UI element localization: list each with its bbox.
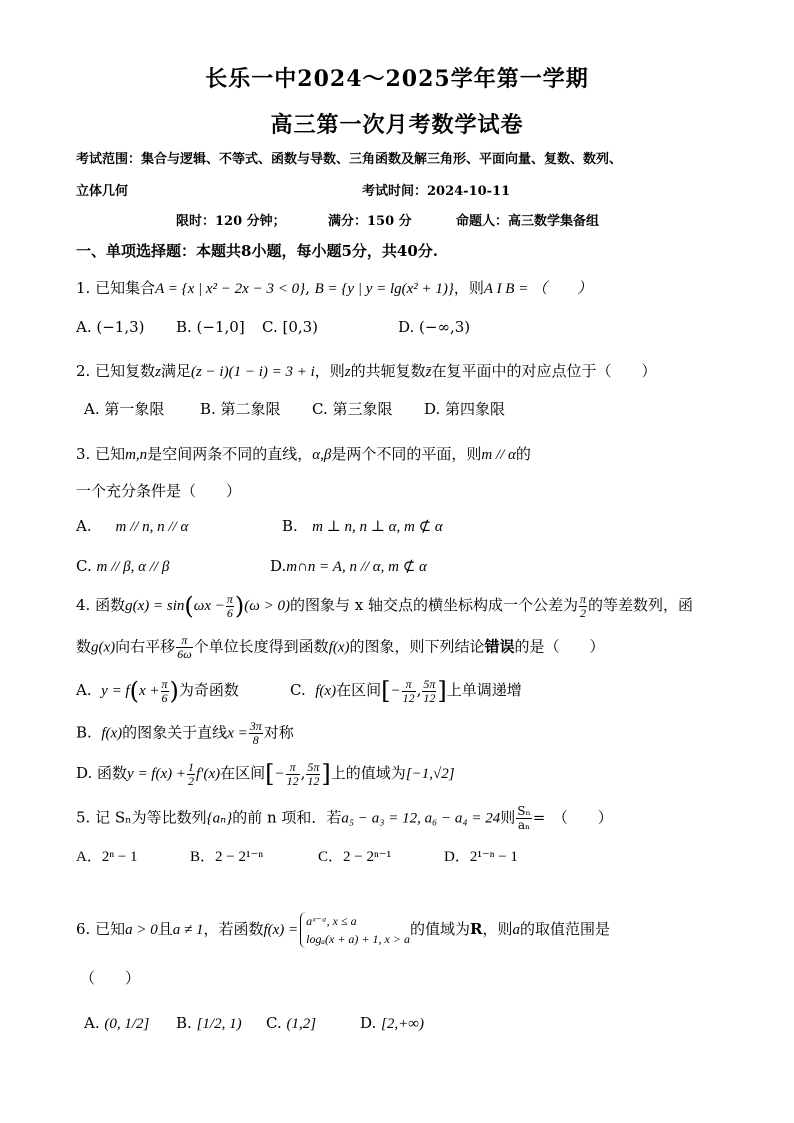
q5-text-d: = （ ） bbox=[532, 808, 613, 827]
q4-opt-d-frac2-num: 5π bbox=[307, 759, 320, 774]
q1-text-b: ，则 bbox=[453, 279, 484, 297]
exam-title-school: 长乐一中2024～2025学年第一学期 bbox=[205, 66, 589, 92]
q4-opt-a-frac-den: 6 bbox=[161, 690, 168, 705]
q4-opt-a-arg: x + bbox=[138, 683, 160, 699]
q4-frac-pi-2 bbox=[579, 593, 587, 620]
q6-opt-a-math: (0, 1/2] bbox=[104, 1016, 150, 1032]
section-heading-single-choice: 一、单项选择题：本题共8小题，每小题5分，共40分. bbox=[76, 242, 438, 260]
q5-seq: {aₙ} bbox=[206, 810, 233, 827]
q6-text-b: 且 bbox=[157, 920, 173, 938]
q6-opt-d-label: D. bbox=[360, 1014, 377, 1032]
q4-opt-c-frac1-num: π bbox=[402, 678, 416, 692]
exam-scope-line1: 考试范围：集合与逻辑、不等式、函数与导数、三角函数及解三角形、平面向量、复数、数列、 bbox=[76, 152, 623, 167]
q4-frac2-den: 2 bbox=[579, 605, 586, 620]
q4-option-c: C. f(x)在区间[− $\frac{\pi}{12}$ , $\frac{5\pi}{12}$ ]上单调递增 bbox=[290, 676, 522, 705]
q4-option-a bbox=[76, 677, 239, 705]
q4-opt-b-b: 对称 bbox=[263, 723, 294, 742]
q2-text-e: 在复平面中的对应点位于（ ） bbox=[431, 362, 657, 380]
q4-opt-b-frac-den: 8 bbox=[252, 733, 259, 747]
q4-opt-b-frac-num: 3π bbox=[249, 719, 262, 733]
q6-opt-a-label: A. bbox=[84, 1014, 100, 1032]
q4-line2-e: 的是（ ） bbox=[514, 637, 605, 656]
q2-option-d: D. 第四象限 bbox=[424, 400, 506, 418]
q5-text-c: 则 bbox=[500, 808, 516, 827]
q4-wrong-emphasis: 错误 bbox=[484, 637, 515, 656]
q3-relation: m // α bbox=[481, 447, 516, 463]
q6-text-a: 6. 已知 bbox=[76, 920, 126, 938]
q4-opt-d-frac-half bbox=[187, 761, 195, 788]
q4-opt-d-math: y = f(x) + bbox=[127, 766, 186, 782]
q2-option-a: A. 第一象限 bbox=[84, 400, 165, 418]
q4-opt-d-a: 在区间 bbox=[220, 764, 266, 782]
q4-opt-d-math2: f′(x) bbox=[196, 766, 221, 782]
q3-text-d: 的 bbox=[515, 445, 531, 463]
q1-expr: A I B = （ ） bbox=[483, 281, 593, 297]
q4-opt-a-paren-close: ) bbox=[169, 677, 179, 705]
q3-option-b bbox=[282, 517, 443, 536]
q3-option-d-label: D. bbox=[270, 557, 287, 575]
exam-date: 考试时间：2024-10-11 bbox=[362, 184, 511, 199]
q2-text-c: ，则 bbox=[314, 362, 345, 380]
q4-opt-d-bracket-open: [ bbox=[265, 760, 275, 788]
q3-mn: m,n bbox=[125, 447, 148, 463]
q2-zbar: z̄ bbox=[425, 364, 432, 380]
q1-set-a: A = {x | x² − 2x − 3 < 0} bbox=[155, 281, 306, 297]
q4-func-lhs: g(x) = sin bbox=[125, 598, 185, 614]
exam-scope-line2: 立体几何 bbox=[76, 184, 129, 199]
q6-cond2: a ≠ 1 bbox=[172, 922, 204, 938]
q3-option-d bbox=[270, 557, 427, 576]
q4-paren-close: ) bbox=[234, 592, 245, 620]
q4-opt-d-frac1-den: 12 bbox=[286, 773, 299, 788]
exam-title-subject: 高三第一次月考数学试卷 bbox=[270, 112, 524, 138]
q1-set-b: B = {y | y = lg(x² + 1)} bbox=[314, 281, 454, 297]
q3-text-a: 3. 已知 bbox=[76, 445, 126, 463]
question-6-stem bbox=[76, 912, 610, 948]
q4-opt-c-frac2 bbox=[422, 678, 436, 705]
q4-opt-d-range: [−1,√2] bbox=[405, 766, 455, 782]
q6-option-c bbox=[266, 1014, 316, 1033]
q4-opt-a-label: A. bbox=[76, 681, 92, 699]
q4-text-b: 的图象与 x 轴交点的横坐标构成一个公差为 bbox=[289, 596, 578, 614]
q5-frac-num: Sₙ bbox=[517, 804, 531, 818]
q4-opt-c-bracket-close: ] bbox=[437, 677, 447, 705]
question-4-stem-line2 bbox=[76, 634, 605, 661]
q5-option-a: A．2ⁿ − 1 bbox=[76, 849, 138, 865]
q6-case2: logₐ(x + a) + 1, x > a bbox=[306, 932, 410, 946]
q4-opt-c-fx: f(x) bbox=[315, 683, 337, 699]
q6-case1: aˣ⁻ᵃ, x ≤ a bbox=[306, 914, 357, 928]
q5-eqs: a₅ − a₃ = 12, a₆ − a₄ = 24 bbox=[341, 810, 501, 827]
q4-opt-b-label: B. bbox=[76, 723, 92, 742]
q2-option-b: B. 第二象限 bbox=[200, 400, 281, 418]
q4-opt-d-bracket-close: ] bbox=[321, 760, 331, 788]
q4-frac-den: 6 bbox=[226, 605, 233, 620]
q6-text-f: 的取值范围是 bbox=[519, 920, 610, 938]
q4-opt-d-label: D. 函数 bbox=[76, 764, 128, 782]
q4-fx: f(x) bbox=[328, 639, 350, 656]
q4-opt-a-frac bbox=[161, 678, 169, 705]
q4-frac3-den: 6ω bbox=[177, 647, 192, 661]
question-2-stem bbox=[76, 360, 657, 381]
q4-frac3-num: π bbox=[176, 634, 192, 648]
q4-option-d: D. 函数y = f(x) + $\frac{1}{2}$ f′(x)在区间[− $\frac{\pi}{12}$ , $\frac{5\pi}{12}$ ]上的值域为[−1,√2] bbox=[76, 759, 455, 788]
q6-opt-c-math: (1,2] bbox=[286, 1016, 317, 1032]
q3-text-c: 是两个不同的平面，则 bbox=[331, 445, 482, 463]
q3-option-b-math: m ⊥ n, n ⊥ α, m ⊄ α bbox=[312, 519, 443, 535]
q2-text-b: 满足 bbox=[160, 362, 191, 380]
q4-opt-c-frac2-den: 12 bbox=[423, 690, 436, 705]
q1-text-a: 1. 已知集合 bbox=[76, 279, 156, 297]
q4-text-a: 4. 函数 bbox=[76, 596, 126, 614]
q4-opt-d-frac2 bbox=[306, 761, 320, 788]
q6-text-e: ，则 bbox=[482, 920, 513, 938]
q4-opt-d-b: 上的值域为 bbox=[330, 764, 406, 782]
q1-option-b: B. (−1,0] bbox=[176, 318, 245, 336]
q4-opt-c-minus: − bbox=[390, 683, 401, 699]
q3-option-c bbox=[76, 557, 169, 576]
q3-option-c-label: C. bbox=[76, 557, 92, 575]
q3-option-c-math: m // β, α // β bbox=[96, 559, 170, 575]
q4-opt-b-a: 的图象关于直线 bbox=[122, 723, 228, 742]
q4-opt-a-math: y = f bbox=[101, 683, 130, 699]
q4-opt-c-b: 上单调递增 bbox=[446, 681, 522, 699]
q4-text-c: 的等差数列，函 bbox=[587, 596, 693, 614]
q4-opt-b-frac bbox=[249, 720, 263, 747]
q6-opt-b-math: [1/2, 1) bbox=[196, 1016, 242, 1032]
q1-option-a: A. (−1,3) bbox=[76, 318, 145, 336]
full-score: 满分：150 分 bbox=[328, 214, 412, 229]
q2-z-2: z bbox=[344, 364, 351, 380]
q1-option-d: D. (−∞,3) bbox=[398, 318, 471, 336]
q4-line2-c: 个单位长度得到函数 bbox=[193, 637, 329, 656]
q4-opt-d-minus: − bbox=[274, 766, 285, 782]
q4-func-arg: ωx − bbox=[193, 598, 225, 614]
q5-frac-den: aₙ bbox=[517, 818, 531, 832]
question-6-answer-paren: （ ） bbox=[80, 969, 141, 987]
q4-opt-c-a: 在区间 bbox=[336, 681, 382, 699]
q4-line2-a: 数 bbox=[76, 637, 92, 656]
q6-text-d: 的值域为 bbox=[409, 920, 470, 938]
question-5-stem bbox=[76, 805, 613, 832]
q4-opt-a-paren-open: ( bbox=[129, 677, 139, 705]
q6-option-d bbox=[360, 1014, 424, 1033]
q6-cond: a > 0 bbox=[125, 922, 158, 938]
q6-a: a bbox=[512, 922, 520, 938]
q3-text-b: 是空间两条不同的直线， bbox=[147, 445, 313, 463]
q4-opt-d-frac1-num: π bbox=[286, 761, 300, 775]
q6-opt-d-math: [2,+∞) bbox=[381, 1016, 424, 1032]
q4-gx: g(x) bbox=[91, 639, 116, 656]
exam-author: 命题人：高三数学集备组 bbox=[456, 214, 600, 229]
q2-text-a: 2. 已知复数 bbox=[76, 362, 156, 380]
q3-option-a-label: A. bbox=[76, 517, 92, 535]
q3-option-d-math: m∩n = A, n // α, m ⊄ α bbox=[286, 559, 427, 575]
q6-real-set: R bbox=[469, 920, 483, 938]
q2-text-d: 的共轭复数 bbox=[350, 362, 426, 380]
question-4-stem bbox=[76, 592, 693, 620]
q2-z: z bbox=[155, 364, 161, 380]
q4-opt-c-label: C. bbox=[290, 681, 306, 699]
q4-frac-num: π bbox=[226, 591, 233, 606]
q3-alpha-beta: α,β bbox=[312, 447, 332, 463]
time-limit: 限时：120 分钟； bbox=[176, 214, 286, 229]
q4-line2-d: 的图象，则下列结论 bbox=[349, 637, 485, 656]
q3-option-a-math: m // n, n // α bbox=[115, 519, 189, 535]
question-3-stem bbox=[76, 443, 531, 464]
q5-text-a: 5. 记 Sₙ为等比数列 bbox=[76, 808, 207, 827]
q4-paren-open: ( bbox=[184, 592, 194, 620]
q3-option-b-label: B. bbox=[282, 517, 298, 535]
q4-opt-d-half-num: 1 bbox=[188, 759, 194, 774]
q2-option-c: C. 第三象限 bbox=[312, 400, 393, 418]
q6-fx: f(x) = bbox=[263, 922, 299, 938]
q5-text-b: 的前 n 项和．若 bbox=[232, 808, 342, 827]
q4-opt-d-frac1 bbox=[286, 761, 300, 788]
q3-option-a bbox=[76, 517, 188, 536]
question-3-stem-line2: 一个充分条件是（ ） bbox=[76, 482, 242, 500]
q4-opt-d-half-den: 2 bbox=[188, 773, 194, 788]
q4-opt-c-frac2-num: 5π bbox=[423, 676, 436, 691]
q1-option-c: C. [0,3) bbox=[262, 318, 319, 336]
q4-frac-pi-6 bbox=[226, 593, 234, 620]
q4-opt-a-frac-num: π bbox=[161, 676, 168, 691]
q2-equation: (z − i)(1 − i) = 3 + i bbox=[190, 364, 315, 380]
q4-opt-b-x: x = bbox=[227, 725, 248, 742]
q6-option-b bbox=[176, 1014, 242, 1033]
q4-frac-shift bbox=[176, 634, 192, 661]
q5-option-b: B．2 − 2¹⁻ⁿ bbox=[190, 849, 264, 865]
q6-text-c: ，若函数 bbox=[203, 920, 264, 938]
q4-line2-b: 向右平移 bbox=[115, 637, 176, 656]
q4-opt-c-frac1-den: 12 bbox=[402, 690, 415, 705]
q4-opt-a-tail: 为奇函数 bbox=[178, 681, 239, 699]
q4-opt-b-fx: f(x) bbox=[101, 725, 123, 742]
q5-frac-sn-an bbox=[516, 805, 531, 832]
q6-opt-c-label: C. bbox=[266, 1014, 282, 1032]
q4-frac2-num: π bbox=[579, 591, 586, 606]
q6-opt-b-label: B. bbox=[176, 1014, 192, 1032]
q4-cond: (ω > 0) bbox=[244, 598, 290, 614]
q4-opt-c-frac1 bbox=[402, 678, 416, 705]
q4-opt-c-bracket-open: [ bbox=[381, 677, 391, 705]
q5-option-d: D．2¹⁻ⁿ − 1 bbox=[444, 849, 518, 865]
q6-option-a bbox=[84, 1014, 149, 1033]
q4-opt-d-frac2-den: 12 bbox=[307, 773, 320, 788]
q4-option-b bbox=[76, 720, 294, 747]
q6-piecewise bbox=[300, 912, 410, 948]
question-1-stem: 1. 已知集合A = {x | x² − 2x − 3 < 0}, B = {y | y = lg(x² + 1)}，则A I B = （ ） bbox=[76, 279, 593, 297]
q5-option-c: C．2 − 2ⁿ⁻¹ bbox=[318, 849, 392, 865]
